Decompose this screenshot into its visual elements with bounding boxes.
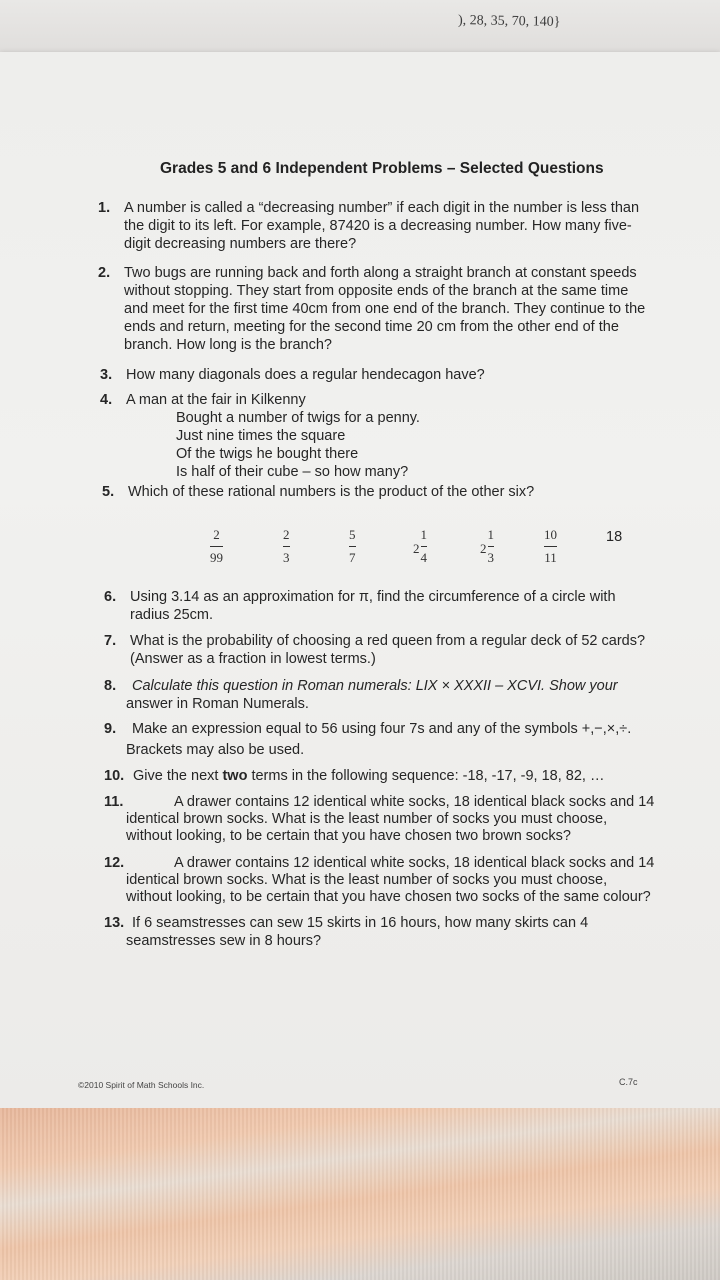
worksheet-title: Grades 5 and 6 Independent Problems – Selected Questions [160,160,604,177]
question-line: identical brown socks. What is the least number of socks you must choose, [126,872,608,888]
question-line: A drawer contains 12 identical white socks, 18 identical black socks and 14 [174,855,655,871]
question-line: without looking, to be certain that you have chosen two socks of the same colour? [126,889,651,905]
fraction-bar [421,546,428,547]
fraction-2-99 [210,528,223,565]
poem-line: Is half of their cube – so how many? [176,464,409,480]
poem-line: Bought a number of twigs for a penny. [176,410,420,426]
question-number: 8. [104,678,117,694]
mixed-number-2-1-3 [480,528,494,565]
denominator: 3 [283,550,290,565]
question-line: identical brown socks. What is the least number of socks you must choose, [126,811,608,827]
numerator: 10 [544,527,557,542]
question-number: 4. [100,392,113,408]
fraction-bar [544,546,557,547]
fraction-10-11 [544,528,557,565]
fraction-bar [488,546,495,547]
question-number: 7. [104,633,117,649]
question-line: and meet for the first time 40cm from one end of the branch. They continue to the [124,301,646,317]
denominator: 3 [487,550,494,565]
fraction-5-7 [349,528,356,565]
denominator: 11 [544,550,557,565]
mixed-number-2-1-4 [413,528,427,565]
whole-part: 2 [480,540,487,556]
question-line: the digit to its left. For example, 87420 is a decreasing number. How many five- [124,218,632,234]
question-number: 11. [104,794,124,810]
emphasis-text: two [222,768,248,784]
question-line: Calculate this question in Roman numerals: LIX × XXXII – XCVI. Show your [132,678,618,694]
numerator: 1 [487,527,494,542]
question-number: 13. [104,915,125,931]
page-code: C.7c [619,1077,638,1087]
question-number: 10. [104,768,125,784]
question-line: digit decreasing numbers are there? [124,236,357,252]
fraction-bar [210,546,223,547]
numerator: 2 [283,527,290,542]
question-number: 1. [98,200,111,216]
poem-line: Just nine times the square [176,428,346,444]
question-line: without stopping. They start from opposite ends of the branch at the same time [124,283,629,299]
question-line [133,767,605,785]
question-text: terms in the following sequence: -18, -17, -9, 18, 82, … [247,768,605,784]
question-line: A drawer contains 12 identical white socks, 18 identical black socks and 14 [174,794,655,810]
fraction-part [488,528,495,565]
question-line: Using 3.14 as an approximation for π, find the circumference of a circle with [130,589,616,605]
numerator: 2 [213,527,220,542]
question-line: (Answer as a fraction in lowest terms.) [130,651,376,667]
question-line: A man at the fair in Kilkenny [126,392,306,408]
question-number: 2. [98,265,111,281]
fraction-2-3 [283,528,290,565]
question-line: ends and return, meeting for the second time 20 cm from the other end of the [124,319,619,335]
question-number: 12. [104,855,125,871]
question-number: 5. [102,484,115,500]
question-line: How many diagonals does a regular hendecagon have? [126,367,485,383]
copyright-footer: ©2010 Spirit of Math Schools Inc. [78,1080,205,1090]
question-line: Brackets may also be used. [126,742,305,758]
question-line: Which of these rational numbers is the product of the other six? [128,484,535,500]
fraction-part [421,528,428,565]
question-line: seamstresses sew in 8 hours? [126,933,322,949]
integer-18: 18 [606,529,623,545]
question-line: Make an expression equal to 56 using four 7s and any of the symbols +,−,×,÷. [132,721,632,737]
denominator: 99 [210,550,223,565]
background-sheet-text: ), 28, 35, 70, 140} [457,13,561,30]
poem-line: Of the twigs he bought there [176,446,359,462]
question-number: 9. [104,721,117,737]
towel-background [0,1108,720,1280]
question-line: Two bugs are running back and forth along a straight branch at constant speeds [124,265,637,281]
question-line: without looking, to be certain that you have chosen two brown socks? [126,828,571,844]
question-line: radius 25cm. [130,607,214,623]
question-line: answer in Roman Numerals. [126,696,309,712]
whole-part: 2 [413,540,420,556]
question-text: Give the next [133,768,223,784]
question-number: 6. [104,589,117,605]
question-number: 3. [100,367,113,383]
denominator: 7 [349,550,356,565]
fraction-bar [349,546,356,547]
numerator: 5 [349,527,356,542]
question-line: If 6 seamstresses can sew 15 skirts in 16 hours, how many skirts can 4 [132,915,589,931]
denominator: 4 [420,550,427,565]
fraction-bar [283,546,290,547]
question-line: branch. How long is the branch? [124,337,332,353]
question-line: A number is called a “decreasing number” if each digit in the number is less than [124,200,640,216]
numerator: 1 [420,527,427,542]
question-line: What is the probability of choosing a red queen from a regular deck of 52 cards? [130,633,646,649]
